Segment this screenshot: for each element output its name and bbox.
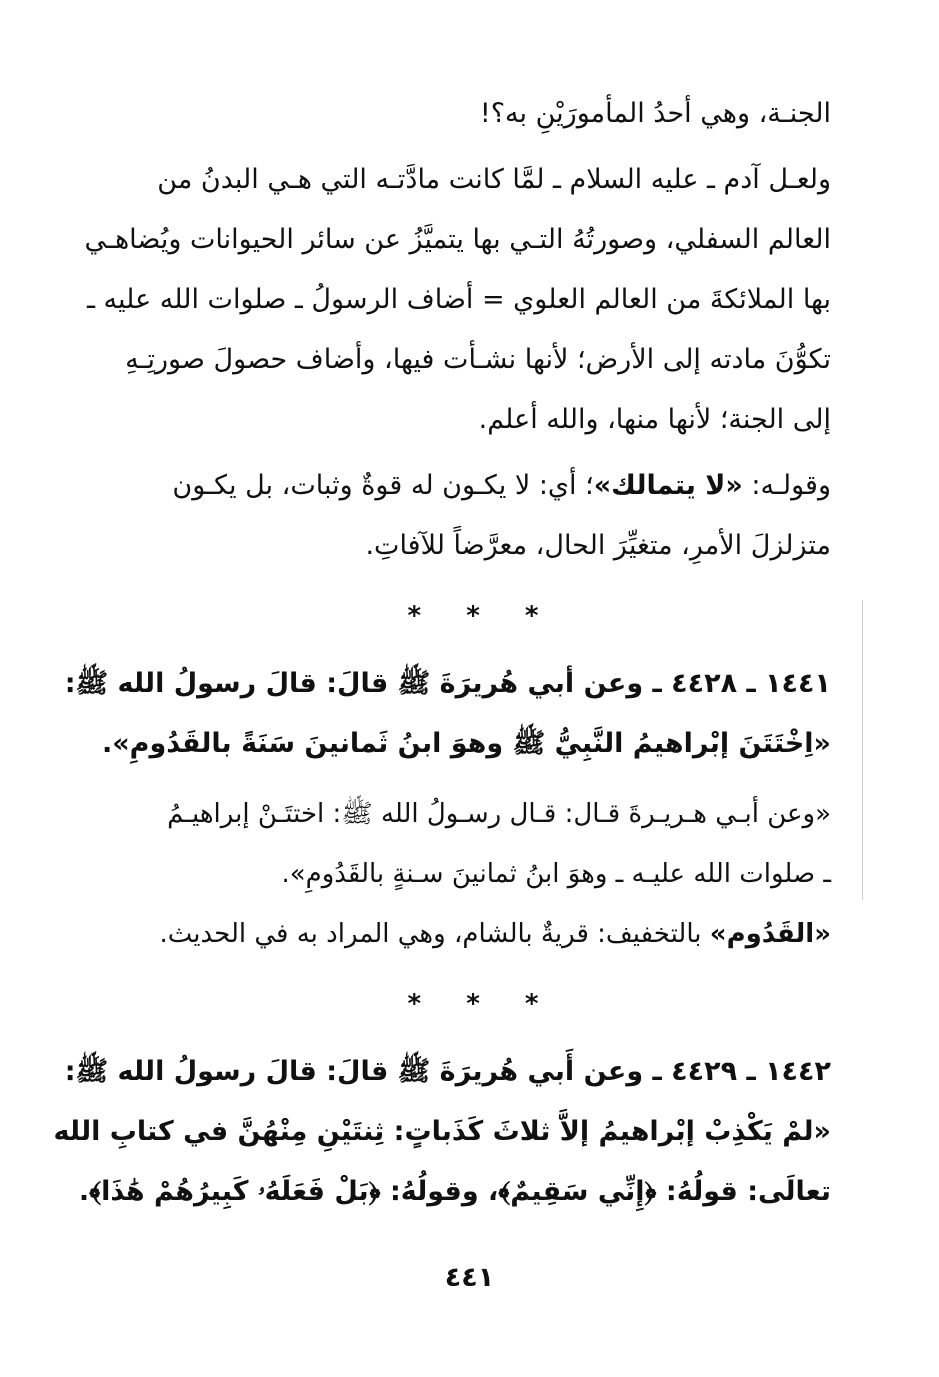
- text-line: متزلزلَ الأمرِ، متغيِّرَ الحال، معرَّضاً للآفاتِ.: [365, 530, 831, 561]
- text-line: ـ صلوات الله عليـه ـ وهوَ ابنُ ثمانينَ سـنةٍ بالقَدُومِ».: [281, 859, 831, 889]
- quoted-term: «القَدُوم»: [709, 919, 831, 949]
- text-line: «وعن أبـي هـريـرةَ قـال: قـال رسـولُ الله ﷺ: اختتَـنْ إبراهيـمُ: [167, 799, 831, 829]
- text-line: إلى الجنة؛ لأنها منها، والله أعلم.: [478, 404, 831, 435]
- hadith-1441: [64, 654, 831, 774]
- text-line: تكوُّنَ مادته إلى الأرض؛ لأنها نشـأت فيها، وأضاف حصولَ صورتِـهِ: [125, 344, 831, 375]
- section-separator: * * *: [407, 601, 557, 631]
- scan-margin-line: [862, 600, 863, 900]
- text-run: بالتخفيف: قريةٌ بالشام، وهي المراد به في الحديث.: [159, 919, 710, 949]
- paragraph-continuation: [115, 84, 831, 144]
- quoted-term: «لا يتمالك»: [593, 470, 743, 501]
- text-line: بها الملائكةَ من العالم العلوي = أضاف الرسولُ ـ صلوات الله عليه ـ: [87, 284, 831, 315]
- paragraph-la-yatamalak: [115, 456, 831, 576]
- note-qadum: [115, 904, 831, 964]
- hadith-line: ١٤٤٢ ـ ٤٤٢٩ ـ وعن أَبي هُريرَةَ ﷺ قالَ: قالَ رسولُ الله ﷺ:: [64, 1056, 831, 1087]
- hadith-line: ١٤٤١ ـ ٤٤٢٨ ـ وعن أبي هُريرَةَ ﷺ قالَ: قالَ رسولُ الله ﷺ:: [64, 668, 831, 699]
- text-run: وقولـه:: [742, 470, 831, 501]
- text-line: [115, 904, 831, 964]
- hadith-line: «لمْ يَكْذِبْ إبْراهيمُ إلاَّ ثلاثَ كَذَباتٍ: ثِنتَيْنِ مِنْهُنَّ في كتابِ الله: [53, 1116, 831, 1147]
- text-run: ؛ أي: لا يكـون له قوةٌ وثبات، بل يكـون: [172, 470, 594, 501]
- text-line: [115, 456, 831, 516]
- text-line: الجنـة، وهي أحدُ المأمورَيْنِ به؟!: [479, 98, 831, 129]
- hadith-line: تعالَى: قولُهُ: ﴿إِنِّي سَقِيمٌ﴾، وقولُهُ: ﴿بَلْ فَعَلَهُۥ كَبِيرُهُمْ هَٰذَا﴾.: [78, 1176, 831, 1207]
- paragraph-adam: [84, 150, 831, 450]
- commentary-1441: [115, 784, 831, 904]
- section-separator: * * *: [407, 989, 557, 1019]
- text-line: ولعـل آدم ـ عليه السلام ـ لمَّا كانت مادَّتـه التي هـي البدنُ من: [157, 164, 831, 195]
- text-line: العالم السفلي، وصورتُهُ التـي بها يتميَّزُ عن سائر الحيوانات ويُضاهـي: [84, 224, 831, 255]
- page-number: ٤٤١: [444, 1262, 495, 1293]
- hadith-line: «اِخْتَتَنَ إبْراهيمُ النَّبِيُّ ﷺ وهوَ ابنُ ثَمانينَ سَنَةً بالقَدُومِ».: [101, 728, 831, 759]
- hadith-1442: [53, 1042, 831, 1222]
